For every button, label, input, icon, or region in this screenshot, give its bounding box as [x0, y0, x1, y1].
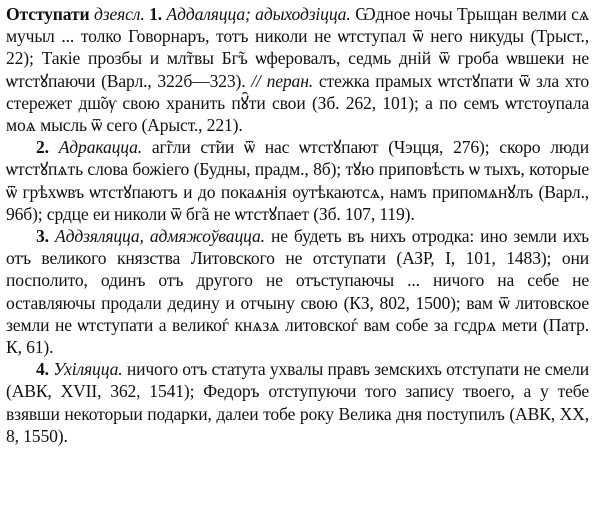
entry-sense-3 [6, 225, 589, 358]
sense-number: 3. [36, 226, 49, 247]
headword: Отступати [6, 4, 90, 24]
sense-citations: ничого отъ статута ухвалы правъ земскихъ отступати не смели (АВК, XVII, 362, 1541); Федоръ отступуючи того запису твоего, а у тебе взявши некоторыи подарки, далеи тобе року Велика дня поступилъ (АВК, XX, 8, 1550). [6, 359, 589, 446]
entry-sense-2 [6, 136, 589, 225]
figurative-citations: стежка прамых ѡтстꙋпати ѿ зла хто стережет дш̃ѹ свою хранить пꙋ̑ти свои (Зб. 262, 101); а по семъ ѡтстоупала моѧ мысль ѿ сего (Арыст., 221). [6, 70, 590, 136]
sense-citations: не будеть въ нихъ отродка: ино земли ихъ отъ великого князства Литовского не отступати (АЗР, І, 101, 1483); они посполито, одинъ отъ другого не отъступаючы ... ничого на себе не оставляючы продали дедину и отчыну свою (КЗ, 802, 1500); вам ѿ литовское земли не ѡтступати а великоѓ кнѧзѧ литовскоѓ вам собе за гсдрѧ мети (Патр. К, 61). [6, 226, 590, 358]
sense-gloss: Аддаляцца; адыходзіцца. [166, 4, 351, 24]
sense-gloss: Адракацца. [58, 137, 143, 158]
figurative-label: // перан. [251, 70, 314, 91]
sense-number: 2. [36, 137, 49, 158]
sense-citations: Ѡдное ночы Трыщан велми сѧ мучыл ... толко Говорнаръ, тотъ николи не ѡтступал ѿ него никуды (Трыст., 22); Такіе прозбы и мл̃твы Бг̃ъ ѡферовалъ, седмь дній ѿ гроба ѡвшеки не ѡтстꙋпаючи (Варл., 322б—323). [6, 4, 590, 91]
sense-citations: аг̃гли ст̃ии ѿ нас ѡтстꙋпают (Чэцця, 276); скоро люди ѡтстꙋпѧть слова божіего (Будны, прадм., 8б); тꙋю приповѣсть ѡ тыхъ, которые ѿ грѣхѡвъ ѡтстꙋпаютъ и до покаѧнія оутѣкаютсѧ, намъ припомѧнꙋлъ (Варл., 96б); срдце еи николи ѿ бг̃а не ѡтстꙋпает (Зб. 107, 119). [6, 137, 589, 224]
sense-gloss: Ухіляцца. [53, 359, 123, 380]
sense-gloss: Аддзяляцца, адмяжоўвацца. [54, 226, 265, 247]
part-of-speech: дзеясл. [93, 4, 145, 24]
entry-sense-1 [6, 3, 589, 136]
sense-number: 1. [149, 4, 162, 24]
entry-sense-4 [6, 358, 589, 447]
sense-number: 4. [36, 359, 49, 380]
